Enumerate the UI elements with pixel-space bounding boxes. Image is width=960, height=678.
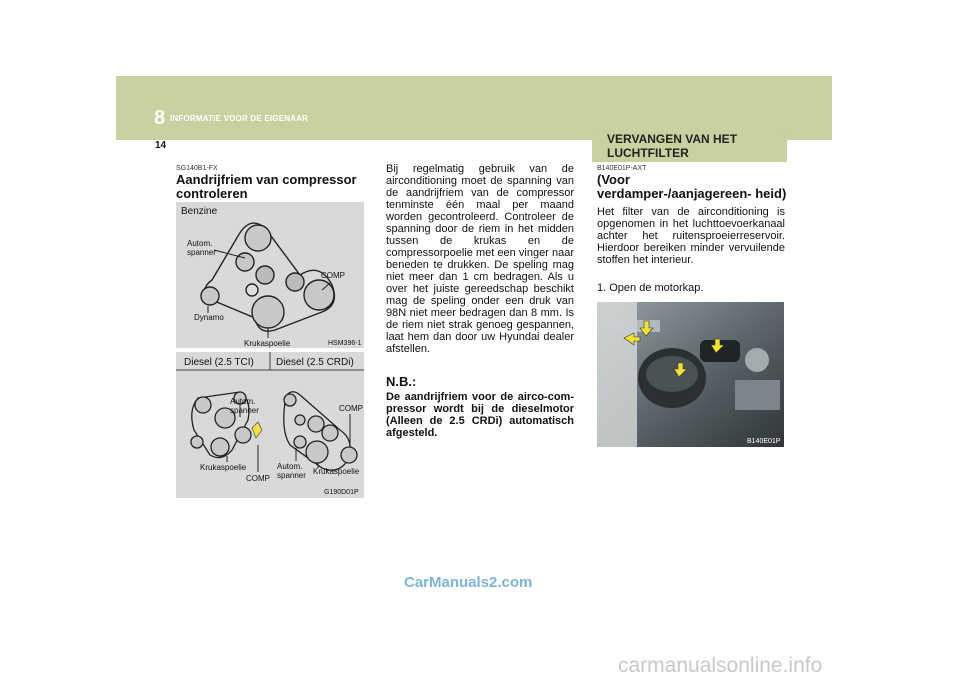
label-dynamo: Dynamo [194, 313, 224, 322]
label-comp: COMP [321, 271, 345, 280]
photo-code: B140E01P [747, 438, 781, 445]
page-number: 14 [155, 140, 167, 151]
fig-code-g190d01p: G190D01P [324, 489, 359, 496]
section-tab-title: VERVANGEN VAN HET LUCHTFILTER [607, 132, 738, 160]
fig-code-hsm396: HSM396-1 [328, 340, 362, 347]
label-tci-comp: COMP [246, 474, 270, 483]
section-code-right: B140E01P-AXT [597, 165, 647, 172]
nb-text: De aandrijfriem voor de airco-com- pressor wordt bij de dieselmotor (Alleen de 2.5 CRDi) automatisch afgesteld. [386, 391, 574, 439]
label-tci-krukaspoelie: Krukaspoelie [200, 463, 247, 472]
belt-tension-text: Bij regelmatig gebruik van de airconditioning moet de spanning van de aandrijfriem van de compressor tenminste één maal per maand worden gecontroleerd. Controleer de spanning door de riem in het midden tussen de krukas en de compressorpoelie met een vinger naar beneden te drukken. De speling mag niet meer dan 1 cm bedragen. Als u over het juiste gereedschap beschikt mag de speling onder een druk van 98N niet meer bedragen dan 8 mm. Is de riem niet strak genoeg gespannen, laat hem dan door uw Hyundai dealer afstellen. [386, 163, 574, 355]
section-heading-right: (Voor verdamper-/aanjagereen- heid) [597, 172, 787, 201]
col-title-tci: Diesel (2.5 TCI) [184, 357, 254, 368]
chapter-title: INFORMATIE VOOR DE EIGENAAR [170, 114, 309, 123]
filter-text: Het filter van de airconditioning is opgenomen in het luchttoevoerkanaal achter het ruitensproeierreservoir. Hierdoor bereiken minder vervuilende stoffen het interieur. [597, 206, 785, 266]
label-crdi-krukaspoelie: Krukaspoelie [313, 467, 360, 476]
section-code: SG140B1-FX [176, 165, 218, 172]
step-1: 1. Open de motorkap. [597, 282, 704, 294]
nb-title: N.B.: [386, 374, 417, 389]
label-autom-spanner: Autom. spanner [187, 239, 216, 257]
label-crdi-comp: COMP [339, 404, 363, 413]
section-heading: Aandrijfriem van compressor controleren [176, 172, 357, 201]
col-title-crdi: Diesel (2.5 CRDi) [276, 357, 354, 368]
watermark-carmanuals2: CarManuals2.com [404, 574, 533, 591]
engine-label-benzine: Benzine [181, 206, 218, 217]
watermark-carmanualsonline: carmanualsonline.info [618, 654, 823, 677]
label-tci-autom-spanner: Autom. spanner [230, 397, 259, 415]
chapter-number: 8 [154, 107, 166, 129]
label-crdi-autom-spanner: Autom. spanner [277, 462, 306, 480]
label-krukaspoelie: Krukaspoelie [244, 339, 291, 348]
